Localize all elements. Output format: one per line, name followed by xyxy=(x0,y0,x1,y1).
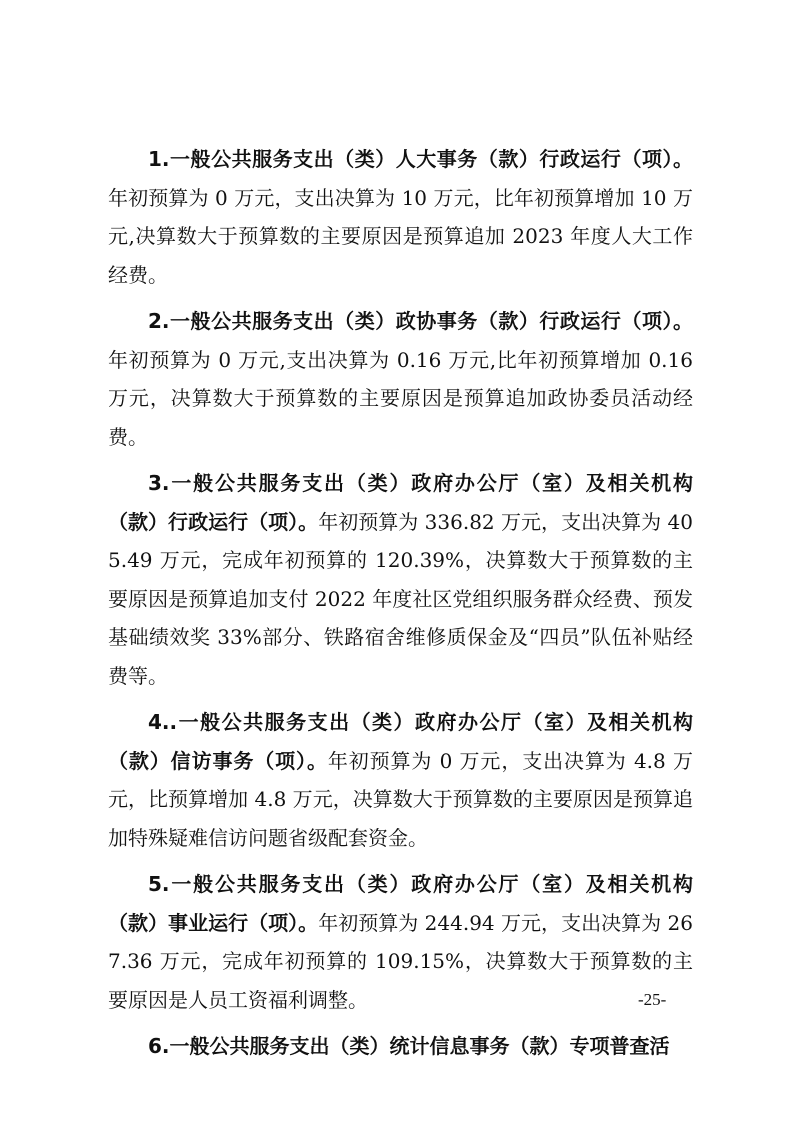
paragraph-2 xyxy=(108,302,693,456)
document-body xyxy=(108,140,693,1074)
paragraph-5 xyxy=(108,865,693,1019)
paragraph-4 xyxy=(108,703,693,857)
paragraph-2-heading: 2.一般公共服务支出（类）政协事务（款）行政运行（项）。 xyxy=(148,309,693,333)
paragraph-5-text: 年初预算为 244.94 万元，支出决算为 267.36 万元，完成年初预算的 109.15%，决算数大于预算数的主要原因是人员工资福利调整。 xyxy=(108,910,693,1012)
paragraph-1-text: 年初预算为 0 万元，支出决算为 10 万元，比年初预算增加 10 万元,决算数大于预算数的主要原因是预算追加 2023 年度人大工作经费。 xyxy=(108,185,693,287)
paragraph-6-heading: 6.一般公共服务支出（类）统计信息事务（款）专项普查活 xyxy=(148,1034,670,1058)
paragraph-6 xyxy=(108,1027,693,1066)
paragraph-4-heading: 4..一般公共服务支出（类）政府办公厅（室）及相关机构（款）信访事务（项）。 xyxy=(108,710,693,773)
paragraph-5-heading: 5.一般公共服务支出（类）政府办公厅（室）及相关机构（款）事业运行（项）。 xyxy=(108,872,693,935)
page-number: -25- xyxy=(638,990,667,1009)
paragraph-2-text: 年初预算为 0 万元,支出决算为 0.16 万元,比年初预算增加 0.16 万元，决算数大于预算数的主要原因是预算追加政协委员活动经费。 xyxy=(108,347,693,449)
paragraph-3 xyxy=(108,464,693,695)
paragraph-1 xyxy=(108,140,693,294)
paragraph-1-heading: 1.一般公共服务支出（类）人大事务（款）行政运行（项）。 xyxy=(148,147,693,171)
paragraph-3-text: 年初预算为 336.82 万元，支出决算为 405.49 万元，完成年初预算的 120.39%，决算数大于预算数的主要原因是预算追加支付 2022 年度社区党组织服务群众经费、预发基础绩效奖 33%部分、铁路宿舍维修质保金及“四员”队伍补贴经费等。 xyxy=(108,509,693,688)
paragraph-3-heading: 3.一般公共服务支出（类）政府办公厅（室）及相关机构（款）行政运行（项）。 xyxy=(108,471,693,534)
paragraph-4-text: 年初预算为 0 万元，支出决算为 4.8 万元，比预算增加 4.8 万元，决算数大于预算数的主要原因是预算追加特殊疑难信访问题省级配套资金。 xyxy=(108,748,694,850)
